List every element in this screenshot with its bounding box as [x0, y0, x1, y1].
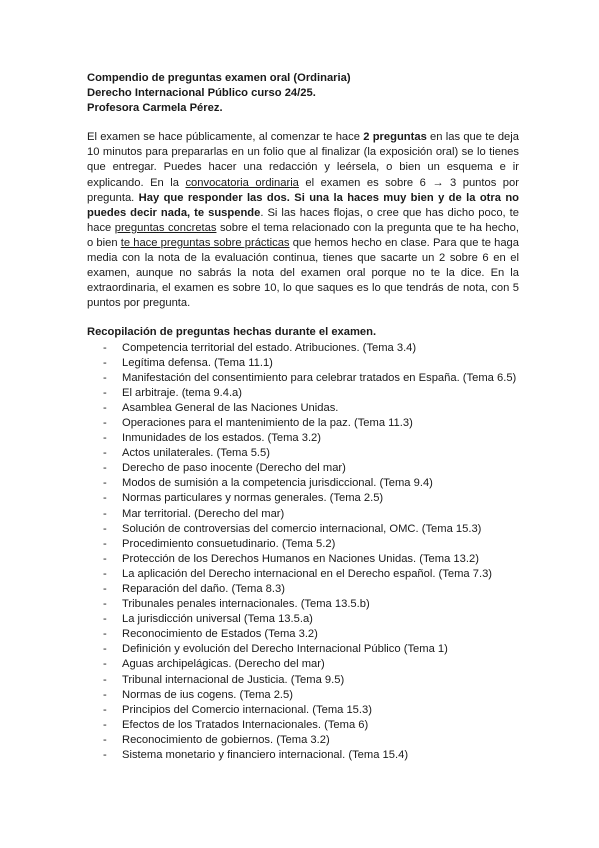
header-title: Compendio de preguntas examen oral (Ordinaria): [87, 72, 351, 84]
list-bullet: -: [103, 401, 107, 414]
list-item: [87, 673, 519, 688]
intro-text: El examen se hace públicamente, al comenzar te hace: [87, 131, 364, 144]
list-bullet: -: [103, 598, 107, 611]
intro-text: en las que te deja 10 minutos para prepararlas en un folio que al finalizar (la exposición oral) se lo tienes que entregar. Puedes hacer una redacción y leérsela, o bien un esquema e ir explicando. En la: [87, 131, 519, 189]
question-text: Tribunales penales internacionales. (Tema 13.5.b): [122, 598, 370, 611]
question-text: Asamblea General de las Naciones Unidas.: [122, 401, 339, 414]
list-item: [87, 371, 519, 386]
list-item: [87, 748, 519, 763]
list-item: [87, 612, 519, 627]
intro-underline: convocatoria ordinaria: [185, 176, 299, 189]
intro-bold: Hay que responder las dos. Si una la haces muy bien y de la otra no puedes decir nada, te suspende: [87, 191, 520, 219]
list-bullet: -: [103, 432, 107, 445]
question-text: Definición y evolución del Derecho Internacional Público (Tema 1): [122, 643, 448, 656]
questions-list: [87, 341, 519, 764]
list-bullet: -: [103, 371, 107, 384]
list-bullet: -: [103, 613, 107, 626]
list-item: [87, 491, 519, 506]
question-text: Reconocimiento de Estados (Tema 3.2): [122, 628, 318, 641]
list-bullet: -: [103, 477, 107, 490]
intro-underline: preguntas concretas: [114, 221, 217, 234]
list-item: [87, 733, 519, 748]
intro-text: el examen es sobre 6 → 3 puntos por pregunta.: [87, 176, 519, 204]
question-text: Inmunidades de los estados. (Tema 3.2): [122, 432, 321, 445]
question-text: El arbitraje. (tema 9.4.a): [122, 386, 243, 399]
list-item: [87, 356, 519, 371]
intro-text: que hemos hecho en clase. Para que te haga media con la nota de la evaluación continua, tienes que sacarte un 2 sobre 6 en el examen, aunque no sabrás la nota del examen oral porque no te la dice. En la extraordinaria, el examen es sobre 10, lo que saques es lo que tendrás de nota, con 5 puntos por pregunta.: [87, 236, 519, 310]
list-bullet: -: [103, 703, 107, 716]
list-item: [87, 582, 519, 597]
list-item: [87, 688, 519, 703]
list-item: [87, 476, 519, 491]
question-text: Normas particulares y normas generales. (Tema 2.5): [122, 492, 384, 505]
question-text: Protección de los Derechos Humanos en Naciones Unidas. (Tema 13.2): [122, 552, 479, 565]
question-text: Actos unilaterales. (Tema 5.5): [122, 447, 270, 460]
intro-text: . Si las haces flojas, o cree que has dicho poco, te hace: [87, 206, 520, 234]
list-item: [87, 567, 519, 582]
list-bullet: -: [103, 386, 107, 399]
list-bullet: -: [103, 416, 107, 429]
list-item: [87, 627, 519, 642]
list-bullet: -: [103, 507, 107, 520]
question-text: Reparación del daño. (Tema 8.3): [122, 583, 285, 595]
question-text: Legítima defensa. (Tema 11.1): [122, 356, 273, 369]
list-bullet: -: [103, 462, 107, 475]
list-bullet: -: [103, 658, 107, 671]
list-bullet: -: [103, 733, 107, 746]
question-text: Tribunal internacional de Justicia. (Tema 9.5): [122, 673, 345, 686]
question-text: Efectos de los Tratados Internacionales. (Tema 6): [122, 718, 369, 731]
question-text: Reconocimiento de gobiernos. (Tema 3.2): [122, 733, 330, 746]
list-item: [87, 718, 519, 733]
question-text: Competencia territorial del estado. Atribuciones. (Tema 3.4): [122, 341, 417, 354]
header-subject: Derecho Internacional Público curso 24/25.: [87, 87, 316, 100]
question-text: Derecho de paso inocente (Derecho del mar): [122, 462, 346, 475]
list-item: [87, 431, 519, 446]
list-bullet: -: [103, 447, 107, 460]
question-text: Procedimiento consuetudinario. (Tema 5.2): [122, 537, 336, 550]
question-text: Normas de ius cogens. (Tema 2.5): [122, 688, 293, 701]
question-text: Manifestación del consentimiento para celebrar tratados en España. (Tema 6.5): [122, 371, 517, 384]
question-text: La aplicación del Derecho internacional en el Derecho español. (Tema 7.3): [122, 567, 493, 580]
intro-underline: te hace preguntas sobre prácticas: [120, 236, 290, 249]
list-bullet: -: [103, 341, 107, 354]
intro-text: sobre el tema relacionado con la pregunta que te ha hecho, o bien: [87, 221, 519, 249]
list-item: [87, 597, 519, 612]
section-title: Recopilación de preguntas hechas durante el examen.: [87, 326, 377, 339]
list-item: [87, 703, 519, 718]
list-bullet: -: [103, 718, 107, 731]
question-text: Aguas archipelágicas. (Derecho del mar): [122, 658, 325, 671]
list-bullet: -: [103, 537, 107, 550]
list-item: [87, 401, 519, 416]
list-bullet: -: [103, 522, 107, 535]
list-bullet: -: [103, 688, 107, 701]
list-item: [87, 642, 519, 657]
document-header: [87, 71, 519, 116]
list-bullet: -: [103, 567, 107, 580]
list-item: [87, 461, 519, 476]
list-bullet: -: [103, 492, 107, 505]
question-text: Mar territorial. (Derecho del mar): [122, 507, 285, 520]
intro-bold: 2 preguntas: [363, 131, 427, 144]
list-bullet: -: [103, 628, 107, 641]
question-text: Solución de controversias del comercio internacional, OMC. (Tema 15.3): [122, 522, 482, 535]
list-item: [87, 522, 519, 537]
list-item: [87, 341, 519, 356]
list-item: [87, 657, 519, 672]
list-item: [87, 416, 519, 431]
list-item: [87, 446, 519, 461]
question-text: Operaciones para el mantenimiento de la paz. (Tema 11.3): [122, 416, 413, 429]
list-bullet: -: [103, 749, 107, 762]
intro-paragraph: [87, 130, 519, 311]
list-item: [87, 386, 519, 401]
question-text: Modos de sumisión a la competencia jurisdiccional. (Tema 9.4): [122, 477, 433, 490]
list-item: [87, 507, 519, 522]
list-bullet: -: [103, 552, 107, 565]
document-page: [87, 71, 519, 763]
list-item: [87, 537, 519, 552]
question-text: Sistema monetario y financiero internacional. (Tema 15.4): [122, 749, 409, 762]
question-text: Principios del Comercio internacional. (Tema 15.3): [122, 703, 372, 716]
list-bullet: -: [103, 583, 107, 595]
list-bullet: -: [103, 356, 107, 369]
list-bullet: -: [103, 643, 107, 656]
header-professor: Profesora Carmela Pérez.: [87, 102, 223, 115]
list-item: [87, 552, 519, 567]
question-text: La jurisdicción universal (Tema 13.5.a): [122, 613, 313, 626]
list-bullet: -: [103, 673, 107, 686]
